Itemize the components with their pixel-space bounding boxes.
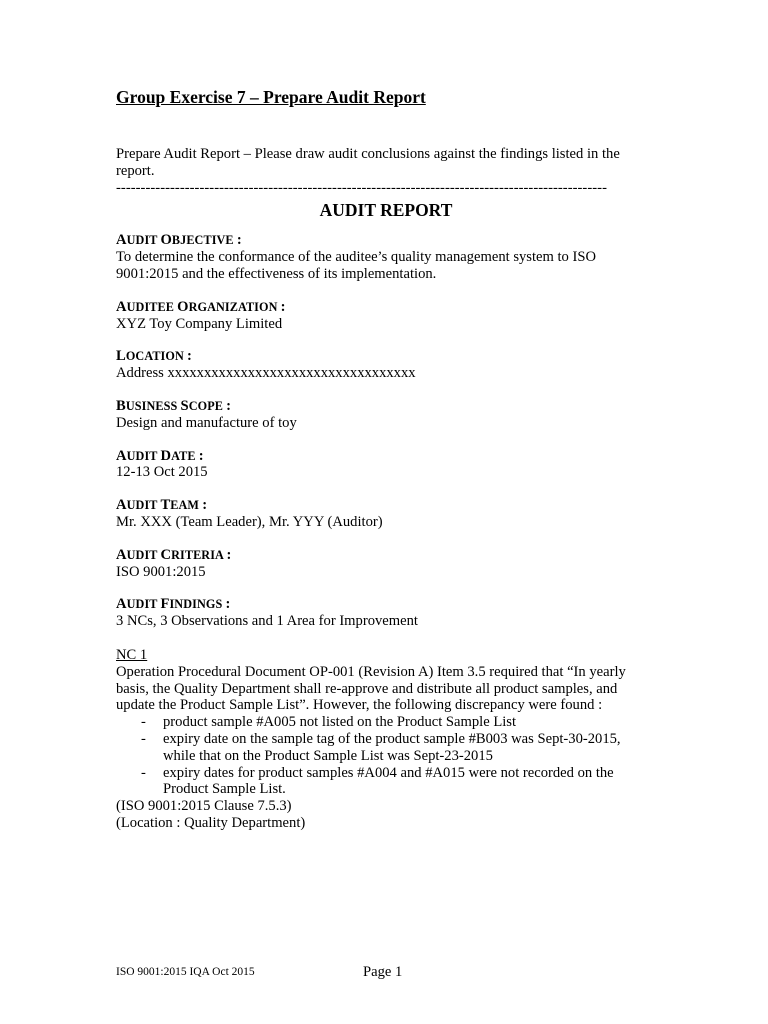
intro-paragraph: Prepare Audit Report – Please draw audit conclusions against the findings listed in the report. xyxy=(116,146,620,179)
section-label: AUDIT FINDINGS : xyxy=(116,596,231,613)
list-item: - product sample #A005 not listed on the Product Sample List xyxy=(116,714,656,731)
section-audit-team xyxy=(116,497,656,531)
section-label: BUSINESS SCOPE : xyxy=(116,397,232,414)
section-audit-objective xyxy=(116,232,656,282)
section-label: LOCATION : xyxy=(116,348,192,365)
section-label: AUDIT TEAM : xyxy=(116,497,208,514)
list-item: - expiry date on the sample tag of the product sample #B003 was Sept-30-2015, while that on the Product Sample List was Sept-23-2015 xyxy=(116,731,656,765)
section-auditee-organization xyxy=(116,299,656,333)
section-label: AUDITEE ORGANIZATION : xyxy=(116,298,286,315)
section-label: AUDIT CRITERIA : xyxy=(116,546,232,563)
section-value: To determine the conformance of the auditee’s quality management system to ISO 9001:2015 and the effectiveness of its implementation. xyxy=(116,249,597,282)
section-value: 12-13 Oct 2015 xyxy=(116,464,208,481)
report-sections xyxy=(116,232,656,630)
section-label: AUDIT DATE : xyxy=(116,447,204,464)
section-business-scope xyxy=(116,398,656,432)
nc-clause: (ISO 9001:2015 Clause 7.5.3) xyxy=(116,798,292,815)
nc-body: Operation Procedural Document OP-001 (Revision A) Item 3.5 required that “In yearly basis, the Quality Department shall re-approve and distribute all product samples, and update the Product Sample List”. However, the following discrepancy were found : xyxy=(116,663,626,714)
footer-document-id: ISO 9001:2015 IQA Oct 2015 xyxy=(116,966,255,978)
section-value: Mr. XXX (Team Leader), Mr. YYY (Auditor) xyxy=(116,513,383,530)
section-value: 3 NCs, 3 Observations and 1 Area for Improvement xyxy=(116,613,418,630)
section-audit-criteria xyxy=(116,547,656,581)
section-audit-date xyxy=(116,448,656,482)
list-item: - expiry dates for product samples #A004 and #A015 were not recorded on the Product Sample List. xyxy=(116,765,656,799)
nc-location: (Location : Quality Department) xyxy=(116,814,306,831)
nc-heading: NC 1 xyxy=(116,646,148,663)
document-page xyxy=(116,86,656,832)
section-value: XYZ Toy Company Limited xyxy=(116,315,283,332)
footer-page-number: Page 1 xyxy=(363,964,403,980)
document-title: Group Exercise 7 – Prepare Audit Report xyxy=(116,87,426,107)
report-title: AUDIT REPORT xyxy=(319,200,453,221)
nc-discrepancy-list xyxy=(116,714,656,798)
section-value: ISO 9001:2015 xyxy=(116,563,206,580)
separator-line: ---------------------------------------------------------------------------------------------------- xyxy=(116,179,607,196)
section-value: Design and manufacture of toy xyxy=(116,414,297,431)
section-value: Address xxxxxxxxxxxxxxxxxxxxxxxxxxxxxxxxxx xyxy=(116,365,416,382)
section-label: AUDIT OBJECTIVE : xyxy=(116,232,242,249)
section-audit-findings xyxy=(116,596,656,630)
section-location xyxy=(116,348,656,382)
